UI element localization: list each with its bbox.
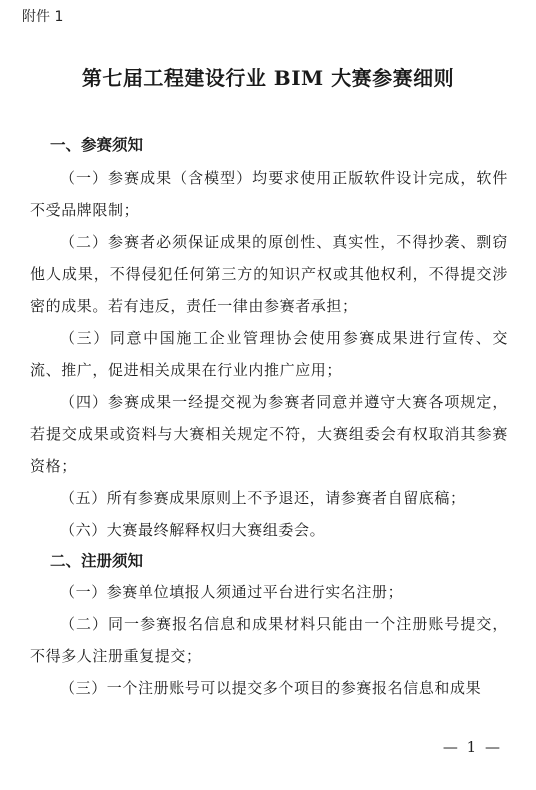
paragraph-1-4: （四）参赛成果一经提交视为参赛者同意并遵守大赛各项规定，若提交成果或资料与大赛相关规定不符，大赛组委会有权取消其参赛资格； [30, 393, 508, 475]
section-heading-1: 一、参赛须知 [50, 136, 144, 154]
paragraph-1-5: （五）所有参赛成果原则上不予退还，请参赛者自留底稿； [60, 489, 466, 507]
paragraph-2-1: （一）参赛单位填报人须通过平台进行实名注册； [60, 583, 404, 601]
document-title: 第七届工程建设行业 BIM 大赛参赛细则 [81, 66, 455, 90]
paragraph-1-6: （六）大赛最终解释权归大赛组委会。 [60, 521, 326, 539]
paragraph-1-3: （三）同意中国施工企业管理协会使用参赛成果进行宣传、交流、推广，促进相关成果在行业内推广应用； [30, 329, 508, 379]
attachment-label: 附件 1 [22, 9, 64, 25]
document-body [30, 130, 508, 704]
paragraph-2-2: （二）同一参赛报名信息和成果材料只能由一个注册账号提交，不得多人注册重复提交； [30, 615, 508, 665]
page-number: — 1 — [442, 738, 502, 756]
section-heading-2: 二、注册须知 [50, 552, 144, 570]
paragraph-1-2: （二）参赛者必须保证成果的原创性、真实性，不得抄袭、剽窃他人成果，不得侵犯任何第三方的知识产权或其他权利，不得提交涉密的成果。若有违反，责任一律由参赛者承担； [30, 233, 508, 315]
paragraph-1-1: （一）参赛成果（含模型）均要求使用正版软件设计完成，软件不受品牌限制； [30, 169, 508, 219]
paragraph-2-3: （三）一个注册账号可以提交多个项目的参赛报名信息和成果 [60, 679, 482, 697]
